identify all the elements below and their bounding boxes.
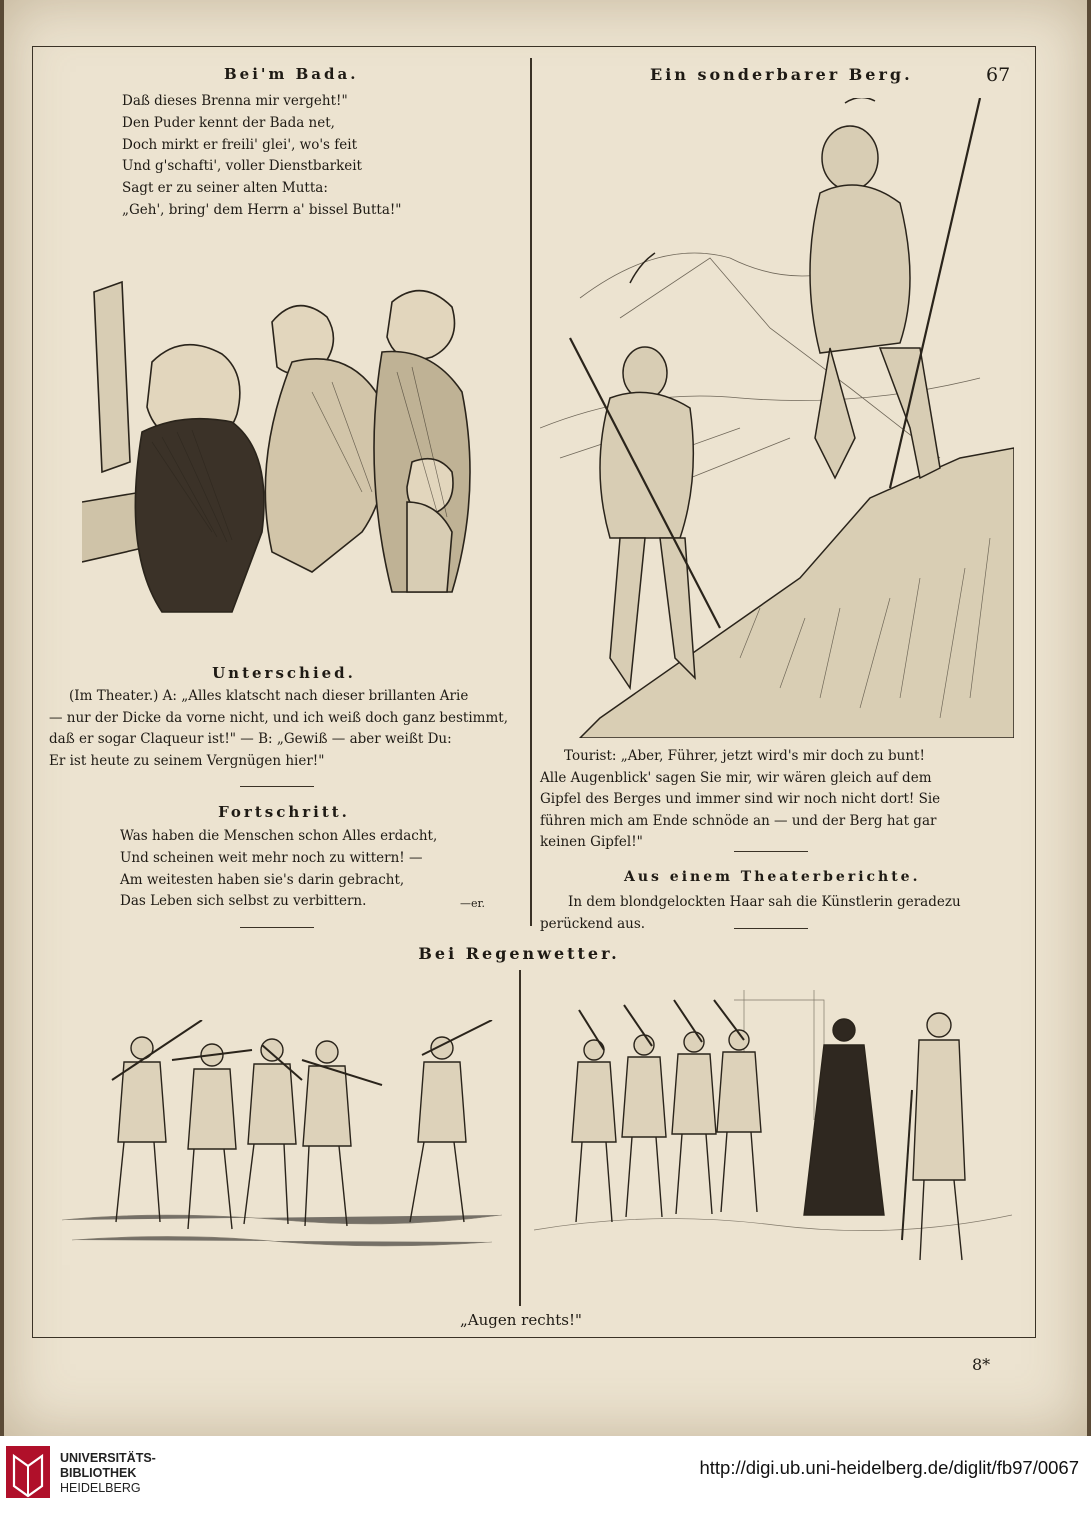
section-rule — [734, 928, 808, 929]
fortschritt-author: —er. — [460, 897, 486, 910]
text-line: perückend aus. — [540, 915, 646, 932]
poem-line: Doch mirkt er freili' glei', wo's feit — [122, 136, 357, 153]
poem-line: Was haben die Menschen schon Alles erdacht, — [120, 828, 438, 844]
rain-march-left-illustration — [62, 1020, 502, 1265]
page-signature: 8* — [972, 1355, 991, 1374]
augen-rechts-drawing — [534, 980, 1012, 1270]
text-line: keinen Gipfel!" — [540, 834, 643, 850]
soldiers-marching-drawing — [62, 1020, 502, 1265]
right-title: Ein sonderbarer Berg. — [650, 65, 913, 84]
column-divider-bottom — [519, 970, 521, 1306]
poem-line: Das Leben sich selbst zu verbittern. — [120, 893, 367, 910]
rain-march-right-illustration — [534, 980, 1012, 1270]
logo-line: UNIVERSITÄTS- — [60, 1451, 156, 1465]
newspaper-page — [4, 0, 1087, 1436]
barber-illustration — [82, 232, 492, 630]
unterschied-title: Unterschied. — [212, 664, 356, 682]
poem-line: Daß dieses Brenna mir vergeht!" — [122, 93, 348, 109]
unterschied-text — [49, 686, 515, 772]
poem-line: Den Puder kennt der Bada net, — [122, 114, 335, 131]
poem-line: Sagt er zu seiner alten Mutta: — [122, 180, 328, 197]
logo-line: BIBLIOTHEK — [60, 1466, 137, 1480]
bada-poem — [122, 91, 402, 222]
logo-mark — [6, 1446, 50, 1498]
section-rule — [734, 851, 808, 852]
logo-line: HEIDELBERG — [60, 1481, 141, 1495]
bottom-caption: „Augen rechts!" — [460, 1311, 582, 1329]
section-rule — [240, 927, 314, 928]
source-url-link[interactable]: http://digi.ub.uni-heidelberg.de/diglit/fb97/0067 — [699, 1457, 1079, 1478]
text-line: In dem blondgelockten Haar sah die Künstlerin geradezu — [568, 894, 961, 910]
poem-line: Und g'schafti', voller Dienstbarkeit — [122, 158, 362, 175]
text-line: Er ist heute zu seinem Vergnügen hier!" — [49, 752, 325, 769]
mountain-illustration — [540, 98, 1014, 738]
text-line: (Im Theater.) A: „Alles klatscht nach dieser brillanten Arie — [69, 688, 469, 704]
left-title: Bei'm Bada. — [224, 65, 359, 83]
poem-line: „Geh', bring' dem Herrn a' bissel Butta!" — [122, 201, 402, 218]
university-logo-icon — [6, 1446, 50, 1498]
text-line: Gipfel des Berges und immer sind wir noch nicht dort! Sie — [540, 791, 941, 807]
barber-drawing — [82, 232, 492, 630]
theater-title: Aus einem Theaterberichte. — [624, 869, 921, 885]
text-line: führen mich am Ende schnöde an — und der Berg hat gar — [540, 812, 937, 829]
text-line: Alle Augenblick' sagen Sie mir, wir wären gleich auf dem — [540, 769, 932, 786]
text-line: Tourist: „Aber, Führer, jetzt wird's mir doch zu bunt! — [564, 748, 925, 764]
section-rule — [240, 786, 314, 787]
text-line: — nur der Dicke da vorne nicht, und ich weiß doch ganz bestimmt, — [49, 709, 508, 726]
fortschritt-poem — [120, 826, 437, 913]
column-divider-top — [530, 58, 532, 926]
tourist-text — [540, 746, 1004, 854]
page-number: 67 — [986, 64, 1011, 86]
library-footer — [0, 1436, 1091, 1514]
bottom-title: Bei Regenwetter. — [418, 944, 620, 963]
mountain-drawing — [540, 98, 1014, 738]
text-line: daß er sogar Claqueur ist!" — B: „Gewiß — aber weißt Du: — [49, 731, 452, 747]
poem-line: Und scheinen weit mehr noch zu wittern! — — [120, 849, 423, 866]
fortschritt-title: Fortschritt. — [218, 803, 350, 821]
poem-line: Am weitesten haben sie's darin gebracht, — [120, 871, 405, 888]
